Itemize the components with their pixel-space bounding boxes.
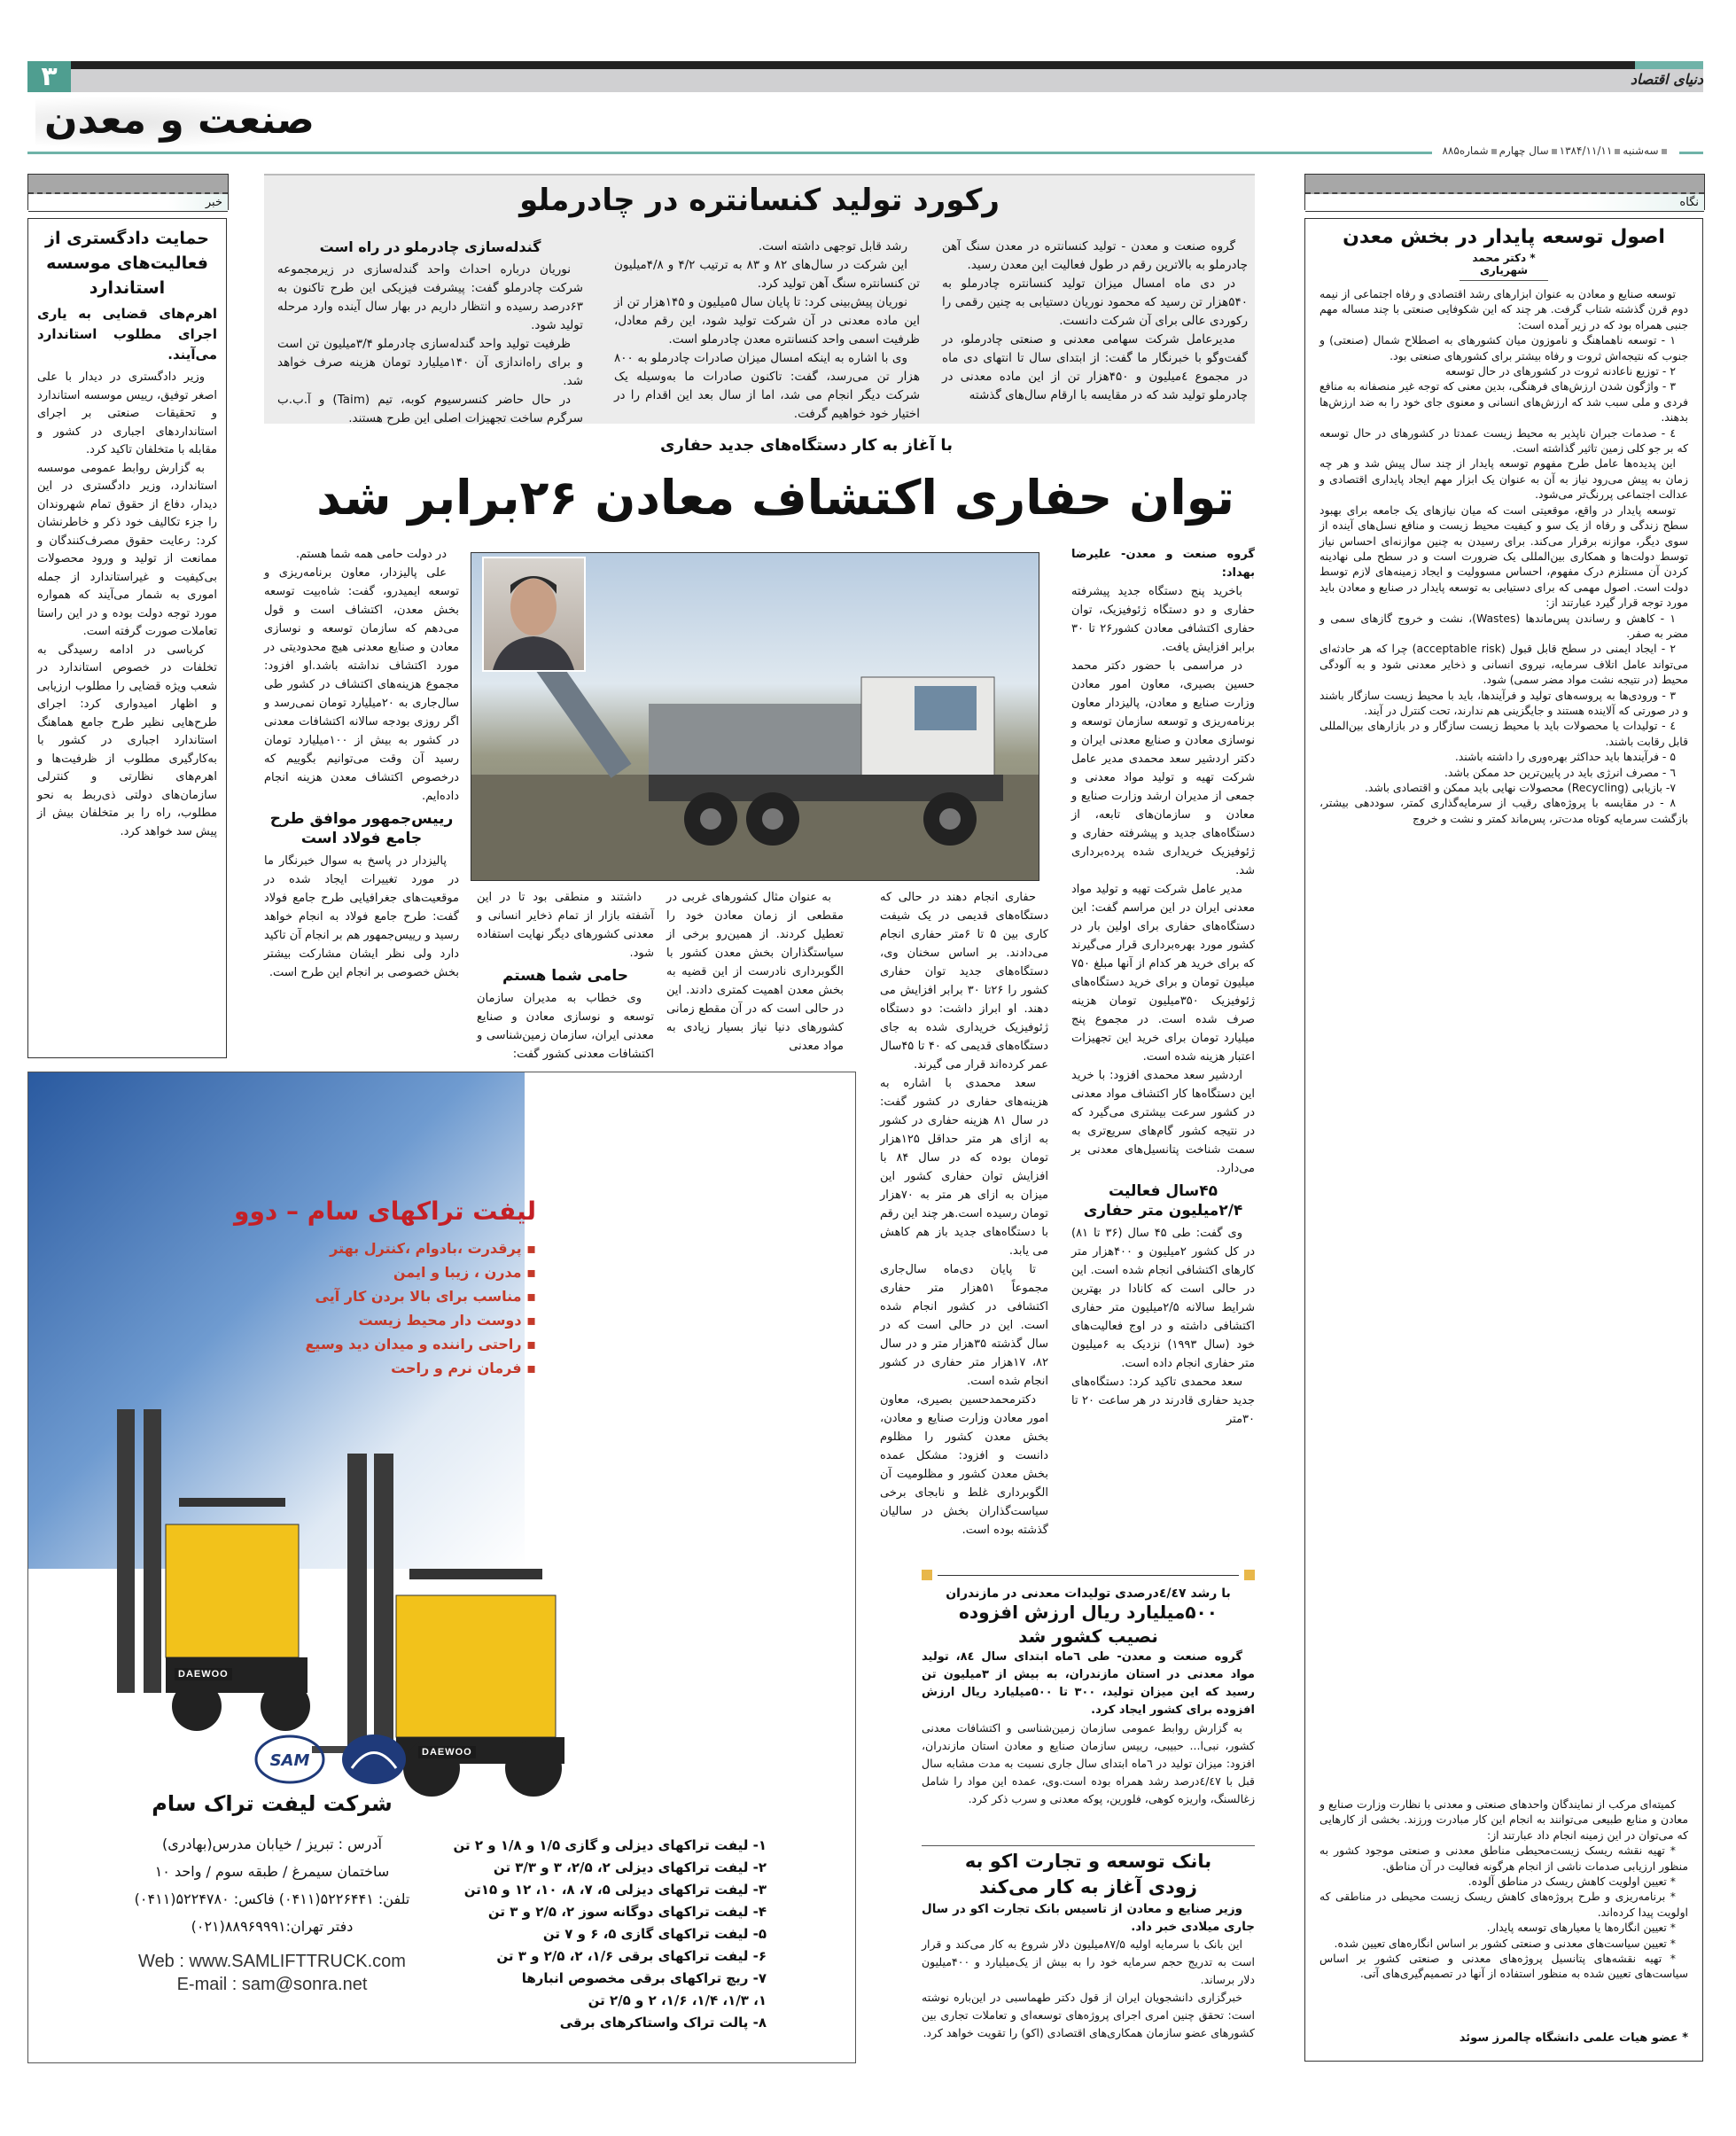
paragraph: وزیر دادگستری در دیدار با علی اصغر توفیق، رییس موسسه استاندارد و تحقیقات صنعتی بر اجرای استانداردهای اجباری در کشور و مقابله با متخلفان تاکید کرد. [37, 370, 217, 456]
main-headline: توان حفاری اکتشاف معادن ۲۶برابر شد [316, 470, 1234, 526]
rule [1679, 152, 1703, 154]
ad-phone: تلفن: ۵۲۲۶۴۴۱(۰۴۱۱) فاکس: ۵۲۲۴۷۸۰(۰۴۱۱) [134, 1890, 410, 1907]
brief-body [37, 369, 217, 841]
page-number: ۳ [27, 61, 71, 92]
subhead-line: ۴۵سال فعالیت [1109, 1182, 1218, 1200]
paragraph: گروه صنعت و معدن - تولید کنسانتره در معدن سنگ آهن چادرملو به بالاترین رقم در طول فعالیت این معدن رسید. [942, 239, 1248, 272]
paragraph: این پدیده‌ها عامل طرح مفهوم توسعه پایدار از چند سال پیش شد و هر چه زمان به پیش می‌رود نیاز به آن به عنوان یک ابزار مهم ایجاد پایداری اقتصادی و عدالت اجتماعی پررنگ‌تر می‌شود. [1320, 456, 1688, 502]
paragraph: در مراسمی با حضور دکتر محمد حسین بصیری، معاون امور معادن وزارت صنایع و معادن، پالیزدار معاون برنامه‌ریزی و توسعه سازمان توسعه و نوسازی معادن و صنایع معدنی ایران و دکتر اردشیر سعد محمدی مدیر عامل شرکت تهیه و تولید مواد معدنی و جمعی از مدیران ارشد وزارت صنایع و معادن و سازمان‌های تابعه، از دستگاه‌های جدید و پیشرفته حفاری و ژئوفیزیک خریداری شده پرده‌برداری شد. [1071, 659, 1255, 877]
paragraph: در دولت حامی همه شما هستم. [295, 548, 447, 561]
list-item: ▪ راحتی راننده و میدان دید وسیع [305, 1336, 536, 1353]
section-title: صنعت و معدن [44, 97, 315, 143]
subhead-supporter: حامی شما هستم [502, 967, 629, 985]
news-eco-bank [922, 1849, 1255, 2042]
mazandaran-body [922, 1719, 1255, 1808]
divider [922, 1845, 1255, 1846]
list-item: ۶- لیفت تراکهای برقی ۱/۶، ۲، ۲/۵ و ۳ تن [496, 1948, 767, 1964]
main-col-a-body [1071, 582, 1255, 1178]
paragraph: تا پایان دی‌ماه سال‌جاری مجموعاً ۵۱هزار متر حفاری اکتشافی در کشور انجام شده است. این در حالی است که در سال گذشته ۳۵هزار متر و در سال ۸۲، ۱۷هزار متر حفاری در کشور انجام شده است. [880, 1263, 1048, 1388]
brand-logos [250, 1733, 427, 1786]
opinion-author: * دکتر محمد شهریاری [1460, 252, 1548, 281]
story-separator [922, 1570, 1255, 1582]
mazandaran-lead: گروه صنعت و معدن- طی ٦ماه ابتدای سال ٨٤، تولید مواد معدنی در استان مازندران، به بیش از ۳میلیون تن رسید که این میزان تولید، ۳۰۰ تا ۵۰۰میلیارد ریال ارزش افزوده برای کشور ایجاد کرد. [922, 1650, 1255, 1717]
main-col-e-body-2 [264, 852, 459, 982]
paragraph: ٤ - صدمات جبران ناپذیر به محیط زیست عمدتا در کشورهای در حال توسعه که بر جو کلی زمین تاثیر گذاشته است. [1320, 425, 1688, 456]
news-brief [27, 218, 227, 1058]
opinion-headline: اصول توسعه پایدار در بخش معدن [1343, 226, 1665, 248]
ad-product-list [394, 1835, 767, 2034]
paragraph: ۱ - کاهش و رساندن پس‌ماندها (Wastes)، نشت و خروج گازهای سمی و مضر به صفر. [1320, 611, 1688, 640]
ad-features [306, 1236, 537, 1380]
paragraph: * برنامه‌ریزی و طرح پروژه‌های کاهش ریسک زیست محیطی در مناطقی که اولویت پیدا کرده‌اند. [1320, 1890, 1688, 1919]
paragraph: ۸ - در مقایسه با پروژه‌های رقیب از سرمایه‌گذاری کمتر، سوددهی بیشتر، بازگشت سرمایه کوتاه مدت‌تر، پس‌ماند کمتر و نشت و خروج [1320, 796, 1688, 825]
paragraph: دکترمحمدحسین بصیری، معاون امور معادن وزارت صنایع و معادن، بخش معدن کشور را مظلوم دانست و افزود: مشکل عمده بخش معدن کشور و مظلومیت آن الگوبرداری غلط و نابجای برخی سیاست‌گذاران بخش در سالیان گذشته بوده است. [880, 1393, 1048, 1537]
byline: گروه صنعت و معدن- علیرضا بهداد: [1071, 548, 1255, 580]
paragraph: این شرکت در سال‌های ۸۲ و ۸۳ به ترتیب ۴/۲ و ۴/۸میلیون تن کنسانتره سنگ آهن تولید کرد. [614, 258, 920, 291]
opinion-label: نگاه [1305, 194, 1704, 212]
main-col-b [880, 888, 1048, 1540]
list-item: ۵- لیفت تراکهای گازی ۵، ۶ و ۷ تن [542, 1926, 767, 1942]
forklift-brand-label: DAEWOO [418, 1746, 476, 1758]
brief-lead: اهرم‌های قضایی به یاری اجرای مطلوب استاندارد می‌آیند. [37, 306, 217, 362]
top-story-subhead: گندله‌سازی چادرملو در راه است [319, 238, 541, 255]
paragraph: ٤ - تولیدات یا محصولات باید با محیط زیست سازگار و در بازارهای بین‌المللی قابل رقابت باشند. [1320, 719, 1688, 748]
portrait-photo [482, 557, 586, 672]
paragraph: * تعیین اولویت کاهش ریسک در مناطق آلوده. [1467, 1875, 1676, 1889]
paragraph: * تعیین سیاست‌های معدنی و صنعتی کشور بر اساس انگاره‌های تعیین شده. [1334, 1936, 1676, 1950]
paragraph: نوریان پیش‌بینی کرد: تا پایان سال ۵میلیون و ۱۴۵هزار تن از این ماده معدنی در آن شرکت تولید شود، این رقم معادل، ظرفیت اسمی واحد کنسانتره معدن چادرملو است. [614, 295, 920, 347]
forklift-advertisement [27, 1072, 856, 2063]
sidebar-label-box [27, 174, 229, 210]
paragraph: رشد قابل توجهی داشته است. [758, 239, 907, 253]
main-col-a-body-2 [1071, 1224, 1255, 1429]
paragraph: باخرید پنج دستگاه جدید پیشرفته حفاری و دو دستگاه ژئوفیزیک، توان حفاری اکتشافی معادن کشور۲۶ تا ۳۰ برابر افزایش یافت. [1071, 585, 1256, 654]
main-col-d-body-2 [477, 989, 654, 1064]
paragraph: داشتند و منطقی بود تا در این آشفته بازار از تمام ذخایر انسانی و معدنی کشورهای دیگر نهایت استفاده شود. [477, 891, 654, 960]
news-mazandaran [922, 1586, 1255, 1808]
opinion-closing [1320, 1797, 1688, 1982]
paragraph: ۱ - توسعه ناهماهنگ و ناموزون میان کشورهای به اصطلاح شمال (صنعتی) و جنوب که نتیجه‌اش ثروت و رفاه بیشتر برای کشورهای صنعتی بود. [1320, 333, 1688, 362]
paragraph: ۲ - ایجاد ایمنی در سطح قابل قبول (acceptable risk) چرا که هر حادثه‌ای می‌تواند عامل اتلاف سرمایه، نیروی انسانی و ذخایر معدنی شود و به آلودگی محیط (در نتیجه نشت مواد مضر سمی) شود. [1320, 642, 1688, 687]
list-item: ▪ دوست دار محیط زیست [358, 1312, 536, 1329]
opinion-body [1320, 286, 1688, 826]
drilling-rig-photo [471, 552, 1039, 881]
list-item: ۱، ۱/۳، ۱/۴، ۱/۶، ۲ و ۲/۵ تن [588, 1992, 767, 2008]
rule [27, 152, 1432, 154]
year: سال چهارم [1499, 144, 1549, 157]
top-story-col3-body [277, 261, 583, 428]
main-kicker: با آغاز به کار دستگاه‌های جدید حفاری [660, 436, 953, 455]
eco-headline: بانک توسعه و تجارت اکو به زودی آغاز به کار می‌کند [964, 1851, 1212, 1898]
paragraph: به گزارش روابط عمومی موسسه استاندارد، وزیر دادگستری در این دیدار، دفاع از حقوق تمام شهروندان را جزء تکالیف خود ذکر و خاطرنشان کرد: رعایت حقوق مصرف‌کنندگان و ممانعت از تولید و ورود محصولات بی‌کیفیت و غیراستاندارد از جمله اموری به شمار می‌آیند که همواره مورد توجه دولت بوده و در این راستا تعاملات صورت گرفته است. [37, 461, 217, 638]
paragraph: سعد محمدی با اشاره به هزینه‌های حفاری در کشور گفت: در سال ۸۱ هزینه حفاری در کشور به ازای هر متر حداقل ۱۲۵هزار تومان بوده که در سال ۸۴ با افزایش توان حفاری کشور این میزان به ازای هر متر به ۷۰هزار تومان رسیده است.هر چند این رقم با دستگاه‌های جدید باز هم کاهش می یابد. [880, 1077, 1048, 1258]
subhead-line: ۲/۴میلیون متر حفاری [1083, 1202, 1243, 1220]
eco-lead: وزیر صنایع و معادن از تاسیس بانک تجارت اکو در سال جاری میلادی خبر داد. [922, 1902, 1255, 1934]
paragraph: حفاری انجام دهند در حالی که دستگاه‌های قدیمی در یک شیفت کاری بین ۵ تا ۶متر حفاری انجام می‌دادند. بر اساس سخنان وی، دستگاه‌های جدید توان حفاری کشور را ۲۶تا ۳۰ برابر افزایش می دهند. او ابراز داشت: دو دستگاه ژئوفیزیک خریداری شده به جای دستگاه‌های قدیمی که ۴۰ تا ۴۵سال عمر کرده‌اند قرار می گیرند. [880, 891, 1048, 1072]
main-col-a [1071, 545, 1255, 1429]
mazandaran-headline: ۵۰۰میلیارد ریال ارزش افزوده نصیب کشور شد [959, 1602, 1218, 1647]
top-story-col2 [614, 238, 920, 424]
sidebar-label: خبر [28, 194, 228, 212]
opinion-footnote: * عضو هیات علمی دانشگاه چالمرز سوئد [1459, 2031, 1688, 2045]
paragraph: وی گفت: طی ۴۵ سال (۳۶ تا ۸۱) در کل کشور ۲میلیون و ۴۰۰هزار متر کارهای اکتشافی انجام شده است. این در حالی است که کانادا در بهترین شرایط سالانه ۲/۵میلیون متر حفاری اکتشافی داشته و در اوج فعالیت‌های خود (سال ۱۹۹۳) نزدیک به ۶میلیون متر حفاری انجام داده است. [1071, 1227, 1256, 1370]
paragraph: مدیر عامل شرکت تهیه و تولید مواد معدنی ایران در این مراسم گفت: این دستگاه‌های حفاری برای اولین بار در کشور مورد بهره‌برداری قرار می‌گیرند که برای خرید هر کدام از آنها مبلغ ۷۵۰ میلیون تومان و برای خرید دستگاه‌های ژئوفیزیک ۳۵۰میلیون تومان هزینه صرف شده است. در مجموع پنج میلیارد تومان برای خرید این تجهیزات اعتبار هزینه شده است. [1071, 883, 1256, 1064]
paragraph: توسعه صنایع و معادن به عنوان ابزارهای رشد اقتصادی و رفاه اجتماعی از نیمه دوم قرن گذشته شتاب گرفت. هر چند که این شکوفایی صنعتی با چند مساله مهم جنبی همراه بود که در زیر آمده است: [1320, 287, 1688, 331]
paragraph: کرباسی در ادامه رسیدگی به تخلفات در خصوص استاندارد در شعب ویژه قضایی را مطلوب ارزیابی و اظهار امیدواری کرد: اجرای طرح‌هایی نظیر طرح جامع هماهنگ استاندارد اجباری در کشور با به‌کارگیری مطلوب از ظرفیت‌ها و اهرم‌های نظارتی و کنترلی سازمان‌های دولتی ذی‌ربط به نحو مطلوب، راه را بر متخلفان بیش از پیش سد خواهد کرد. [37, 643, 217, 838]
paragraph: وی خطاب به مدیران سازمان توسعه و نوسازی معادن و صنایع معدنی ایران، سازمان زمین‌شناسی و اکتشافات معدنی کشور گفت: [477, 992, 654, 1061]
paragraph: * تهیه نقشه ریسک زیست‌محیطی مناطق معدنی و صنعتی موجود کشور به منظور ارزیابی صدمات ناشی از انجام هرگونه فعالیت در آن مناطق. [1320, 1844, 1688, 1873]
main-col-e [264, 545, 459, 982]
paragraph: ۳ - واژگون شدن ارزش‌های فرهنگی، بدین معنی که توجه غیر منصفانه به منافع فردی و ملی سبب شد که ارزش‌های انسانی و معنوی جای خود را به ضد ارزش‌ها بدهند. [1320, 379, 1688, 425]
weekday: سه‌شنبه [1623, 144, 1659, 157]
top-story [264, 174, 1255, 424]
paragraph: ۷- بازیابی (Recycling) محصولات نهایی باید ممکن و اقتصادی باشد. [1364, 781, 1676, 794]
main-col-d-body [477, 888, 654, 963]
paragraph: مدیرعامل شرکت سهامی معدنی و صنعتی چادرملو، در گفت‌وگو با خبرنگار ما گفت: از ابتدای سال تا انتهای دی ماه در مجموع ٤میلیون و ۴۵۰هزار تن از این ماده معدنی در چادرملو تولید شد که در مقایسه با ارقام سال‌های گذشته [942, 332, 1248, 402]
top-story-col3 [277, 234, 583, 428]
masthead-bar [71, 61, 1703, 69]
ad-title: لیفت تراکهای سام – دوو [234, 1197, 536, 1226]
opinion-label-box [1304, 174, 1705, 210]
list-item: ▪ فرمان نرم و راحت [391, 1360, 536, 1376]
list-item: ۸- پالت تراک واستاکرهای برقی [559, 2015, 767, 2031]
list-item: ۴- لیفت تراکهای دوگانه سوز ۲، ۲/۵ و ۳ تن [487, 1904, 767, 1920]
paragraph: ۲ - توزیع ناعادنه ثروت در کشورهای در حال توسعه [1444, 364, 1676, 378]
issue: شماره۸۸۵ [1442, 144, 1489, 157]
list-item: ▪ پرقدرت ،بادوام ،کنترل بهتر [330, 1240, 536, 1257]
paragraph: علی پالیزدار، معاون برنامه‌ریزی و توسعه ایمیدرو، گفت: شاه‌بیت توسعه بخش معدن، اکتشاف است و قول می‌دهم که سازمان توسعه و نوسازی معادن و صنایع معدنی هیچ محدودیتی در مورد اکتشاف نداشته باشد.او افزود: مجموع هزینه‌های اکتشاف در کشور طی سال‌جاری به ۲۰میلیارد تومان نمی‌رسد و اگر روزی بودجه سالانه اکتشافات معدنی در کشور به بیش از ۱۰۰میلیارد تومان رسید آن وقت می‌توانیم بگوییم که درخصوص اکتشاف معدن هزینه انجام داده‌ایم. [264, 566, 459, 803]
paragraph: در دی ماه امسال میزان تولید کنسانتره چادرملو به ۵۴۰هزار تن رسید که محمود نوریان دستیابی به چنین رقمی را رکوردی عالی برای آن شرکت دانست. [942, 277, 1248, 328]
paragraph: ۵ - فرآیندها باید حداکثر بهره‌وری را داشته باشند. [1454, 750, 1676, 764]
paper-logo: دنیای اقتصاد [1630, 71, 1703, 88]
masthead-band [71, 69, 1703, 92]
paragraph: توسعه پایدار در واقع، موقعیتی است که میان نیازهای یک جامعه برای بهبود سطح زندگی و رفاه از یک سو و کیفیت محیط زیست و منافع نسل‌های آینده از سوی دیگر، موازنه برقرار می‌کند. برای رسیدن به چنین موازنه‌ای احساس نیاز توسط دولت‌ها و همکاری بین‌المللی یک ضرورت است و در سطح ملی نهادینه کردن آن مستلزم درک مفهوم، احساس مسوولیت و ایجاد زمینه‌های لازم توسط دولت است. اصول مهمی که برای دستیابی به توسعه پایدار در صنایع و معادن باید مورد توجه قرار گیرد عبارتند از: [1320, 503, 1688, 610]
paragraph: پالیزدار در پاسخ به سوال خبرنگار ما در مورد تغییرات ایجاد شده در موقعیت‌های جغرافیایی طرح جامع فولاد گفت: طرح جامع فولاد به انجام خواهد رسید و رییس‌جمهور هم بر انجام آن تاکید دارد ولی نظر ایشان مشارکت بیشتر بخش خصوصی بر انجام این طرح است. [264, 854, 459, 979]
ad-address-2: ساختمان سیمرغ / طبقه سوم / واحد ۱۰ [154, 1863, 390, 1880]
main-col-d [477, 888, 654, 1064]
main-col-e-body [264, 545, 459, 806]
paragraph: ۳ - ورودی‌ها به پروسه‌های تولید و فرآیندها، باید با محیط زیست سازگار باشند و در صورتی که آلاینده هستند و جایگزینی هم ندارند، تحت کنترل در آیند. [1320, 688, 1688, 717]
ad-tehran-office: دفتر تهران:۸۸۹۶۹۹۹۱(۰۲۱) [191, 1918, 354, 1935]
paragraph: این بانک با سرمایه اولیه ۸۷/۵میلیون دلار شروع به کار می‌کند و قرار است به تدریج حجم سرمایه خود را به بیش از یک‌میلیارد و ۴۰۰میلیون دلار برساند. [922, 1937, 1255, 1986]
opinion-article [1304, 218, 1703, 2062]
top-story-headline: رکورد تولید کنسانتره در چادرملو [519, 183, 1000, 218]
brief-headline: حمایت دادگستری از فعالیت‌های موسسه استاندارد [45, 229, 209, 298]
paragraph: به عنوان مثال کشورهای غربی در مقطعی از زمان معادن خود را تعطیل کردند. از همین‌رو برخی از سیاستگذاران بخش معدن کشور با الگوبرداری نادرست از این قضیه به بخش معدن اهمیت کمتری دادند. این در حالی است که در آن مقطع زمانی کشورهای دنیا نیاز بسیار زیادی به مواد معدنی [666, 891, 844, 1053]
ad-email[interactable]: E-mail : sam@sonra.net [176, 1975, 368, 1994]
list-item: ▪ مناسب برای بالا بردن کار آیی [315, 1288, 536, 1305]
paragraph: وی با اشاره به اینکه امسال میزان صادرات چادرملو به ۸۰۰ هزار تن می‌رسد، گفت: تاکنون صادرات ما به‌وسیله یک شرکت دیگر انجام می شد، اما از سال بعد این اقدام را در اختیار خود خواهیم گرفت. [614, 351, 920, 421]
main-col-c [666, 888, 844, 1056]
dateline [1434, 144, 1678, 157]
paragraph: نوریان درباره احداث واحد گندله‌سازی در زیرمجموعه شرکت چادرملو گفت: پیشرفت فیزیکی این طرح تاکنون به ۶۳درصد رسیده و انتظار داریم در بهار سال آینده وارد مرحله تولید شود. [277, 262, 583, 332]
paragraph: خبرگزاری دانشجویان ایران از قول دکتر طهماسبی در این‌باره نوشته است: تحقق چنین امری اجرای پروژه‌های توسعه‌ای و تعاملات تجاری بین کشورهای عضو سازمان همکاری‌های اقتصادی (اکو) را تقویت خواهد کرد. [922, 1991, 1255, 2039]
subhead-45-years [1071, 1181, 1255, 1220]
list-item: ۱- لیفت تراکهای دیزلی و گازی ۱/۵ و ۱/۸ و ۲ تن [453, 1837, 767, 1853]
subhead-president: رییس‌جمهور موافق طرح جامع فولاد است [269, 810, 454, 847]
mazandaran-kicker: با رشد ٤/٤٧درصدی تولیدات معدنی در مازندران [946, 1586, 1231, 1601]
forklift-brand-label: DAEWOO [175, 1668, 232, 1680]
date: ۱۳۸۴/۱۱/۱۱ [1559, 144, 1613, 157]
paragraph: به گزارش روابط عمومی سازمان زمین‌شناسی و اکتشافات معدنی کشور، نبی‌ا... حبیبی، رییس سازمان صنایع و معادن استان مازندران، افزود: میزان تولید در ٦ماه ابتدای سال جاری نسبت به مدت مشابه سال قبل با ٤/٤٧درصد رشد همراه بوده است.وی، عمده این مواد را شامل زغالسنگ، واریزه کوهی، فلورین، پوکه معدنی و سرب ذکر کرد. [922, 1721, 1256, 1805]
list-item: ▪ مدرن ، زیبا و ایمن [393, 1264, 536, 1281]
list-item: ۷- ریچ تراکهای برقی مخصوص انبارها [521, 1970, 767, 1986]
paragraph: ظرفیت تولید واحد گندله‌سازی چادرملو ۳/۴میلیون تن است و برای راه‌اندازی آن ۱۴۰میلیارد تومان هزینه صرف خواهد شد. [277, 337, 583, 388]
sam-logo-text: SAM [269, 1751, 310, 1770]
paragraph: سعد محمدی تاکید کرد: دستگاه‌های جدید حفاری قادرند در هر ساعت ۲۰ تا ۳۰متر [1071, 1376, 1256, 1426]
paragraph: اردشیر سعد محمدی افزود: با خرید این دستگاه‌ها کار اکتشاف مواد معدنی در کشور سرعت بیشتری می‌گیرد که در نتیجه کشور گام‌های سریع‌تری به سمت شناخت پتانسیل‌های معدنی بر می‌دارد. [1071, 1069, 1255, 1175]
top-story-col1 [942, 238, 1248, 405]
ad-address-1: آدرس : تبریز / خیابان مدرس(بهادری) [162, 1836, 382, 1852]
paragraph: ٦ - مصرف انرژی باید در پایین‌ترین حد ممکن باشد. [1444, 765, 1676, 779]
paragraph: * تعیین انگاره‌ها یا معیارهای توسعه پایدار. [1486, 1921, 1676, 1935]
eco-body [922, 1936, 1255, 2042]
ad-company-name: شرکت لیفت تراک سام [152, 1791, 393, 1816]
paragraph: کمیته‌ای مرکب از نمایندگان واحدهای صنعتی و معدنی با نظارت وزارت صنایع و معادن و منابع طبیعی می‌توانند به انجام این کار مبادرت ورزند. بخشی از کارهایی که می‌توان در این زمینه انجام داد عبارتند از: [1320, 1797, 1688, 1842]
paragraph: در حال حاضر کنسرسیوم کوبه، تیم (Taim) و آ.ب.ب سرگرم ساخت تجهیزات اصلی این طرح هستند. [277, 393, 583, 425]
ad-web[interactable]: Web : www.SAMLIFTTRUCK.com [138, 1952, 406, 1971]
list-item: ۲- لیفت تراکهای دیزلی ۲، ۲/۵، ۳ و ۳/۳ تن [493, 1859, 767, 1875]
list-item: ۳- لیفت تراکهای دیزلی ۵، ۷، ۸، ۱۰، ۱۲ و ۱۵تن [463, 1882, 767, 1898]
paragraph: * تهیه نقشه‌های پتانسیل پروژه‌های معدنی و صنعتی کشور بر اساس سیاست‌های تعیین شده به منظور استفاده از آنها در تصمیم‌گیری‌های آتی. [1320, 1952, 1688, 1981]
masthead-accent [1635, 61, 1703, 69]
